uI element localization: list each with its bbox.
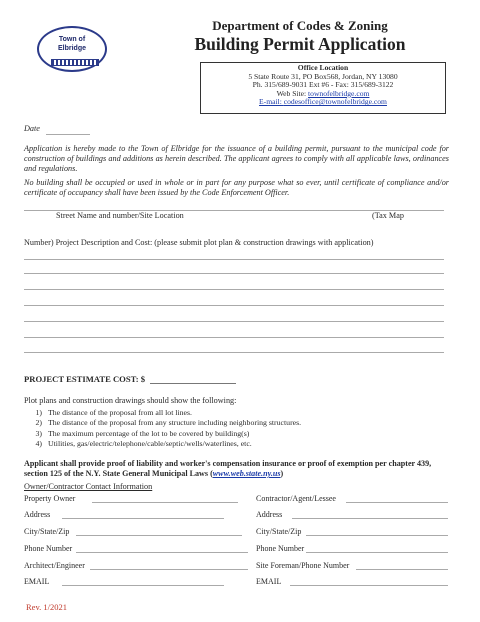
- insurance-requirement: [24, 459, 454, 479]
- contractor-label: Contractor/Agent/Lessee: [256, 494, 336, 503]
- owner-city-field[interactable]: [76, 535, 242, 536]
- owner-address-field[interactable]: [62, 518, 224, 519]
- office-phone: Ph. 315/689-9031 Ext #6 - Fax: 315/689-3122: [252, 80, 394, 90]
- property-owner-label: Property Owner: [24, 494, 76, 503]
- plot-requirements-list: [30, 408, 430, 449]
- contractor-address-field[interactable]: [292, 518, 448, 519]
- architect-label: Architect/Engineer: [24, 561, 85, 570]
- contractor-field[interactable]: [346, 502, 448, 503]
- architect-field[interactable]: [90, 569, 248, 570]
- street-label: Street Name and number/Site Location: [56, 211, 184, 220]
- item-number: 2): [35, 418, 42, 428]
- description-line[interactable]: [24, 259, 444, 260]
- property-owner-field[interactable]: [92, 502, 238, 503]
- contractor-email-label: EMAIL: [256, 577, 282, 586]
- contact-heading: Owner/Contractor Contact Information: [24, 482, 153, 491]
- application-statement: Application is hereby made to the Town of Elbridge for the issuance of a building permit, pursuant to the municipal code for construction of buildings and additions as herein described. The applicant agrees to comply with all applicable laws, ordinances and regulations.: [24, 144, 449, 173]
- estimate-label: PROJECT ESTIMATE COST: $: [24, 374, 146, 384]
- item-number: 4): [35, 438, 42, 448]
- email-prefix[interactable]: E-mail:: [259, 97, 284, 107]
- insurance-close: ): [280, 469, 284, 478]
- owner-city-label: City/State/Zip: [24, 527, 70, 536]
- item-text: The distance of the proposal from all lot lines.: [48, 408, 192, 417]
- contractor-phone-label: Phone Number: [256, 544, 305, 553]
- page-title: Building Permit Application: [194, 34, 406, 54]
- office-email-line: [201, 98, 445, 107]
- owner-email-label: EMAIL: [24, 577, 50, 586]
- plot-intro: Plot plans and construction drawings should show the following:: [24, 396, 237, 405]
- contractor-address-label: Address: [256, 510, 283, 519]
- date-field[interactable]: [46, 134, 90, 135]
- item-text: The maximum percentage of the lot to be covered by building(s): [48, 428, 250, 438]
- description-line[interactable]: [24, 352, 444, 353]
- seal-bottom-text: Elbridge: [57, 45, 86, 52]
- town-seal-logo: [37, 26, 107, 72]
- owner-phone-field[interactable]: [76, 552, 248, 553]
- department-heading: Department of Codes & Zoning: [212, 18, 388, 33]
- item-text: Utilities, gas/electric/telephone/cable/septic/wells/waterlines, etc.: [48, 438, 252, 448]
- contractor-phone-field[interactable]: [306, 552, 448, 553]
- office-address: 5 State Route 31, PO Box568, Jordan, NY 13080: [248, 71, 398, 81]
- description-line[interactable]: [24, 321, 444, 322]
- email-link[interactable]: codesoffice@townofelbridge.com: [283, 97, 387, 107]
- website-link[interactable]: townofelbridge.com: [308, 88, 370, 98]
- item-number: 1): [35, 408, 42, 417]
- owner-email-field[interactable]: [62, 585, 224, 586]
- description-line[interactable]: [24, 273, 444, 274]
- list-item: [30, 439, 430, 449]
- contractor-email-field[interactable]: [290, 585, 448, 586]
- revision-label: Rev. 1/2021: [26, 602, 68, 612]
- seal-band-graphic: [51, 59, 99, 66]
- item-number: 3): [35, 428, 42, 438]
- list-item: [30, 408, 430, 418]
- list-item: [30, 429, 430, 439]
- office-heading: Office Location: [297, 63, 349, 72]
- item-text: The distance of the proposal from any structure including neighboring structures.: [48, 418, 302, 428]
- seal-top-text: Town of: [58, 36, 86, 43]
- description-line[interactable]: [24, 289, 444, 290]
- site-foreman-field[interactable]: [356, 569, 448, 570]
- owner-phone-label: Phone Number: [24, 544, 73, 553]
- list-item: [30, 418, 430, 428]
- website-prefix: Web Site:: [276, 88, 309, 98]
- contractor-city-label: City/State/Zip: [256, 527, 302, 536]
- insurance-text: Applicant shall provide proof of liability and worker's compensation insurance or proof of exemption per chapter 439, section 125 of the N.Y. State General Municipal Laws (: [24, 459, 432, 478]
- owner-address-label: Address: [24, 510, 51, 519]
- site-foreman-label: Site Foreman/Phone Number: [256, 561, 350, 570]
- estimate-field[interactable]: [150, 383, 236, 384]
- description-line[interactable]: [24, 305, 444, 306]
- contractor-city-field[interactable]: [306, 535, 448, 536]
- project-description-label: Number) Project Description and Cost: (please submit plot plan & construction drawings with application): [24, 238, 374, 247]
- occupancy-statement: No building shall be occupied or used in whole or in part for any purpose what so ever, until certificate of compliance and/or certificate of occupancy shall have been issued by the Code Enforcement Officer.: [24, 178, 449, 197]
- date-label: Date: [24, 124, 40, 133]
- tax-map-label: (Tax Map: [372, 211, 404, 220]
- office-location-box: [200, 62, 446, 114]
- description-line[interactable]: [24, 337, 444, 338]
- insurance-link[interactable]: www.web.state.ny.us: [212, 469, 281, 478]
